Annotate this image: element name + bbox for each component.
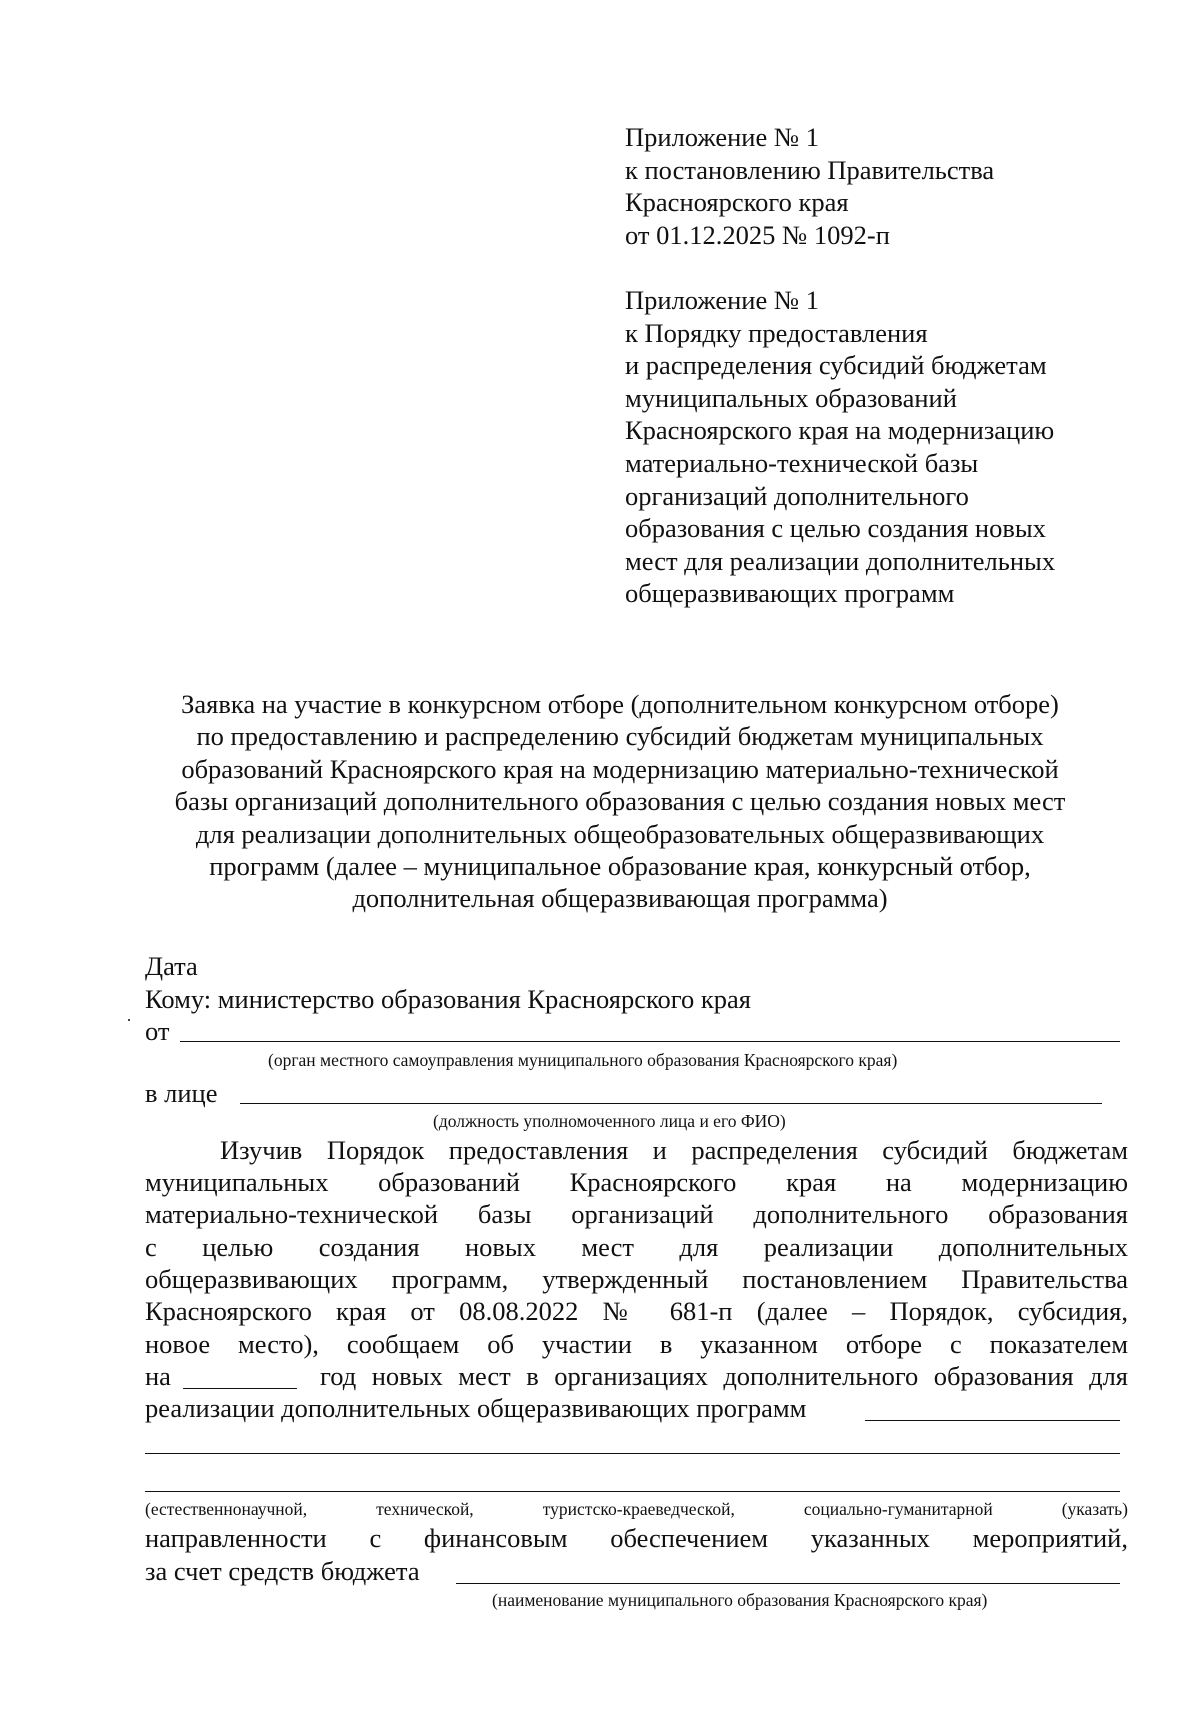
body-line: материально-технической базы организаций дополнительного образования — [145, 1199, 1128, 1229]
application-title — [120, 688, 1120, 915]
programs-line: реализации дополнительных общеразвивающих программ — [145, 1393, 807, 1423]
appendix-line: Приложение № 1 — [625, 285, 820, 315]
person-label: в лице — [145, 1078, 218, 1108]
title-line: Заявка на участие в конкурсном отборе (дополнительном конкурсном отборе) — [181, 689, 1059, 719]
year-prefix: на — [145, 1361, 171, 1391]
year-field-line[interactable] — [183, 1388, 297, 1389]
body-line: муниципальных образований Красноярского края на модернизацию — [145, 1167, 1128, 1197]
appendix-line: материально-технической базы — [625, 447, 979, 478]
budget-field-line[interactable] — [456, 1583, 1120, 1584]
appendix-line: Приложение № 1 — [625, 122, 820, 152]
appendix-line: от 01.12.2025 № 1092-п — [625, 219, 890, 250]
from-field-hint: (орган местного самоуправления муниципального образования Красноярского края) — [268, 1050, 898, 1070]
programs-field-line[interactable] — [865, 1420, 1120, 1421]
title-line: для реализации дополнительных общеобразовательных общеразвивающих — [195, 818, 1045, 849]
person-field-hint: (должность уполномоченного лица и его ФИО) — [433, 1111, 786, 1131]
body-line: общеразвивающих программ, утвержденный постановлением Правительства — [145, 1264, 1128, 1294]
appendix-line: организаций дополнительного — [625, 480, 969, 511]
body-line: Изучив Порядок предоставления и распределения субсидий бюджетам — [220, 1135, 1128, 1165]
title-line: дополнительная общеразвивающая программа) — [352, 883, 888, 914]
appendix-line: к Порядку предоставления — [625, 317, 928, 348]
direction-line: направленности с финансовым обеспечением указанных мероприятий, — [145, 1523, 1128, 1553]
title-line: образований Красноярского края на модернизацию материально-технической — [181, 753, 1059, 784]
title-line: базы организаций дополнительного образования с целью создания новых мест — [174, 786, 1066, 817]
appendix-reference-resolution — [625, 121, 1145, 251]
appendix-reference-procedure — [625, 284, 1145, 610]
budget-label: за счет средств бюджета — [145, 1556, 420, 1586]
title-line: программ (далее – муниципальное образование края, конкурсный отбор, — [209, 851, 1031, 882]
appendix-line: общеразвивающих программ — [625, 578, 955, 609]
programs-field-line-2[interactable] — [145, 1453, 1120, 1454]
from-field-line[interactable] — [180, 1041, 1120, 1042]
scan-speck — [128, 1019, 130, 1021]
direction-hint: (естественнонаучной, технической, туристско-краеведческой, социально-гуманитарной (указать) — [145, 1499, 1128, 1519]
appendix-line: мест для реализации дополнительных — [625, 545, 1056, 576]
appendix-line: муниципальных образований — [625, 382, 957, 413]
from-label: от — [145, 1016, 170, 1046]
body-line: новое место), сообщаем об участии в указанном отборе с показателем — [145, 1329, 1128, 1359]
appendix-line: и распределения субсидий бюджетам — [625, 350, 1047, 381]
body-line: Красноярского края от 08.08.2022 № 681-п (далее – Порядок, субсидия, — [145, 1296, 1128, 1326]
title-line: по предоставлению и распределению субсидий бюджетам муниципальных — [196, 721, 1044, 752]
body-line: с целью создания новых мест для реализации дополнительных — [145, 1232, 1128, 1262]
programs-field-line-3[interactable] — [145, 1491, 1120, 1492]
date-label: Дата — [145, 951, 198, 981]
appendix-line: Красноярского края — [625, 187, 849, 218]
appendix-line: к постановлению Правительства — [625, 154, 995, 185]
appendix-line: образования с целью создания новых — [625, 513, 1046, 544]
budget-field-hint: (наименование муниципального образования Красноярского края) — [492, 1590, 988, 1610]
recipient-label: Кому: министерство образования Красноярского края — [145, 984, 751, 1014]
person-field-line[interactable] — [240, 1103, 1102, 1104]
year-suffix: год новых мест в организациях дополнительного образования для — [320, 1361, 1128, 1391]
appendix-line: Красноярского края на модернизацию — [625, 415, 1055, 446]
